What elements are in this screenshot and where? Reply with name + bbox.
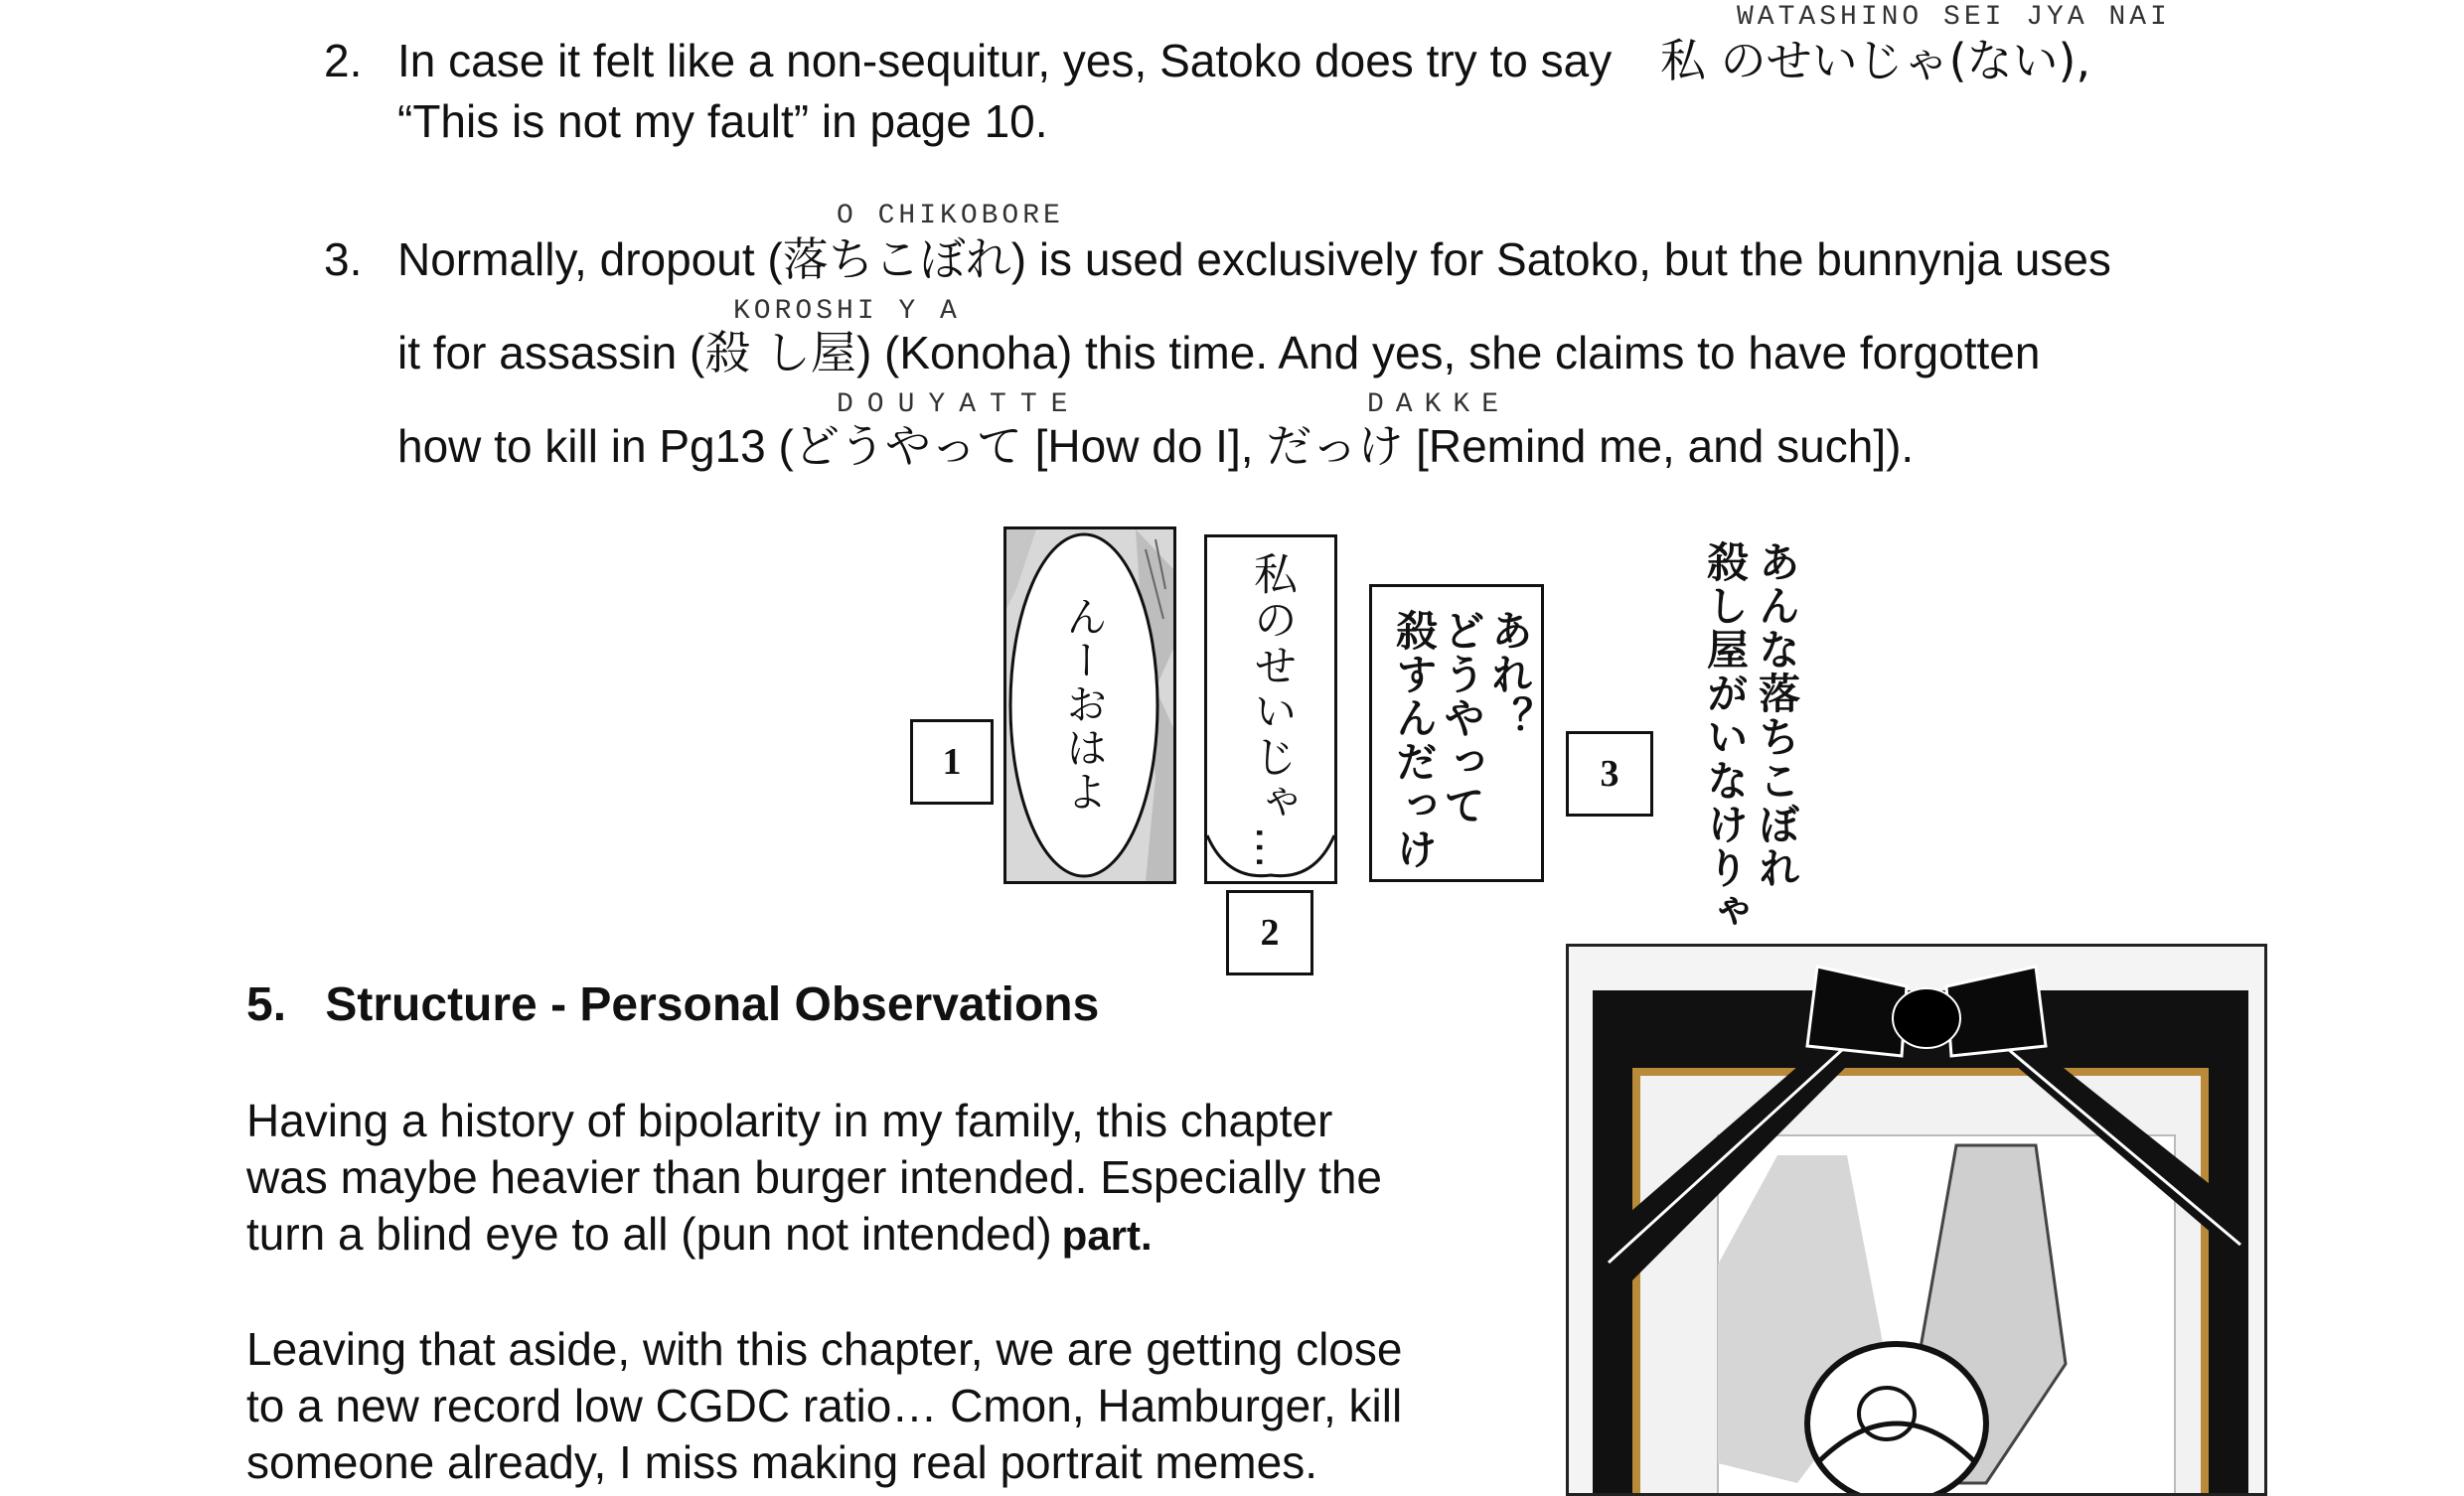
item2-line1-text: In case it felt like a non-sequitur, yes, Satoko does try to say <box>397 35 1613 86</box>
ruby-koroshiya: KOROSHI Y A <box>733 296 961 327</box>
item2-line1 <box>397 34 2090 87</box>
panel-label-3: 3 <box>1566 731 1653 817</box>
paragraph-2 <box>246 1321 1558 1491</box>
item3-line1-a: Normally, dropout ( <box>397 233 783 285</box>
item3-line3-b: [How do I], <box>1021 420 1267 472</box>
item3-line3-jp1: どうやって <box>793 419 1022 473</box>
item3-line1-jp: 落ちこぼれ <box>782 232 1011 286</box>
bubble-3-col3: 殺すんだっけ <box>1390 609 1439 871</box>
manga-panel-1 <box>1003 526 1176 884</box>
ruby-douyatte: DOUYATTE <box>837 389 1082 420</box>
item3-line3-c: [Remind me, and such]). <box>1403 420 1915 472</box>
para1-line3-text: turn a blind eye to all (pun not intended) <box>246 1208 1052 1260</box>
section-number: 5. <box>246 978 287 1031</box>
portrait-frame-art <box>1569 947 2264 1493</box>
para2-line2: to a new record low CGDC ratio… Cmon, Hamburger, kill <box>246 1380 1403 1431</box>
panel-label-2: 2 <box>1226 890 1313 975</box>
para1-line2: was maybe heavier than burger intended. Especially the <box>246 1151 1383 1203</box>
item3-line1 <box>397 232 2111 286</box>
list-number-2: 2. <box>324 35 363 86</box>
item3-line2 <box>397 326 2040 379</box>
list-number-3: 3. <box>324 233 363 285</box>
item2-line2: “This is not my fault” in page 10. <box>397 95 1048 147</box>
section-heading <box>246 977 1099 1033</box>
item3-line2-b: ) (Konoha) this time. And yes, she claims to have forgotten <box>855 327 2041 378</box>
item3-line2-jp: 殺 し屋 <box>704 326 856 379</box>
bubble-3-col2: どうやって <box>1438 609 1486 827</box>
para1-line3 <box>246 1206 1558 1264</box>
paragraph-1 <box>246 1093 1558 1264</box>
manga-panel-3 <box>1369 584 1544 882</box>
item3-line2-a: it for assassin ( <box>397 327 705 378</box>
para2-line1: Leaving that aside, with this chapter, we are getting close <box>246 1323 1403 1375</box>
bubble-3-col1: あれ？ <box>1485 609 1534 740</box>
item3-line3 <box>397 419 1914 473</box>
side-text-col1: あんな落ちこぼれ <box>1753 540 1801 890</box>
manga-panel-2 <box>1204 534 1337 884</box>
section-title: Structure - Personal Observations <box>325 978 1100 1031</box>
para1-line1: Having a history of bipolarity in my family, this chapter <box>246 1095 1333 1146</box>
item3-line1-b: ) is used exclusively for Satoko, but the bunnynja uses <box>1010 233 2111 285</box>
para1-tail: part. <box>1061 1212 1153 1259</box>
side-text-col2: 殺し屋がいなけりゃ <box>1701 540 1750 934</box>
memorial-portrait-image <box>1566 944 2267 1496</box>
para2-line3: someone already, I miss making real portrait memes. <box>246 1436 1317 1488</box>
ruby-watashino: WATASHINO SEI JYA NAI <box>1737 2 2171 33</box>
bubble-2-text: 私のせいじゃ… <box>1246 551 1297 871</box>
panel-label-1: 1 <box>910 719 994 805</box>
ruby-dakke: DAKKE <box>1367 389 1511 420</box>
item3-line3-a: how to kill in Pg13 ( <box>397 420 794 472</box>
ruby-ochikobore: O CHIKOBORE <box>837 201 1064 231</box>
item3-line3-jp2: だっけ <box>1266 419 1404 473</box>
bubble-1-text: んーおはよ <box>1060 595 1109 814</box>
item2-jp-phrase: 私 のせいじゃ(ない), <box>1659 34 2091 87</box>
